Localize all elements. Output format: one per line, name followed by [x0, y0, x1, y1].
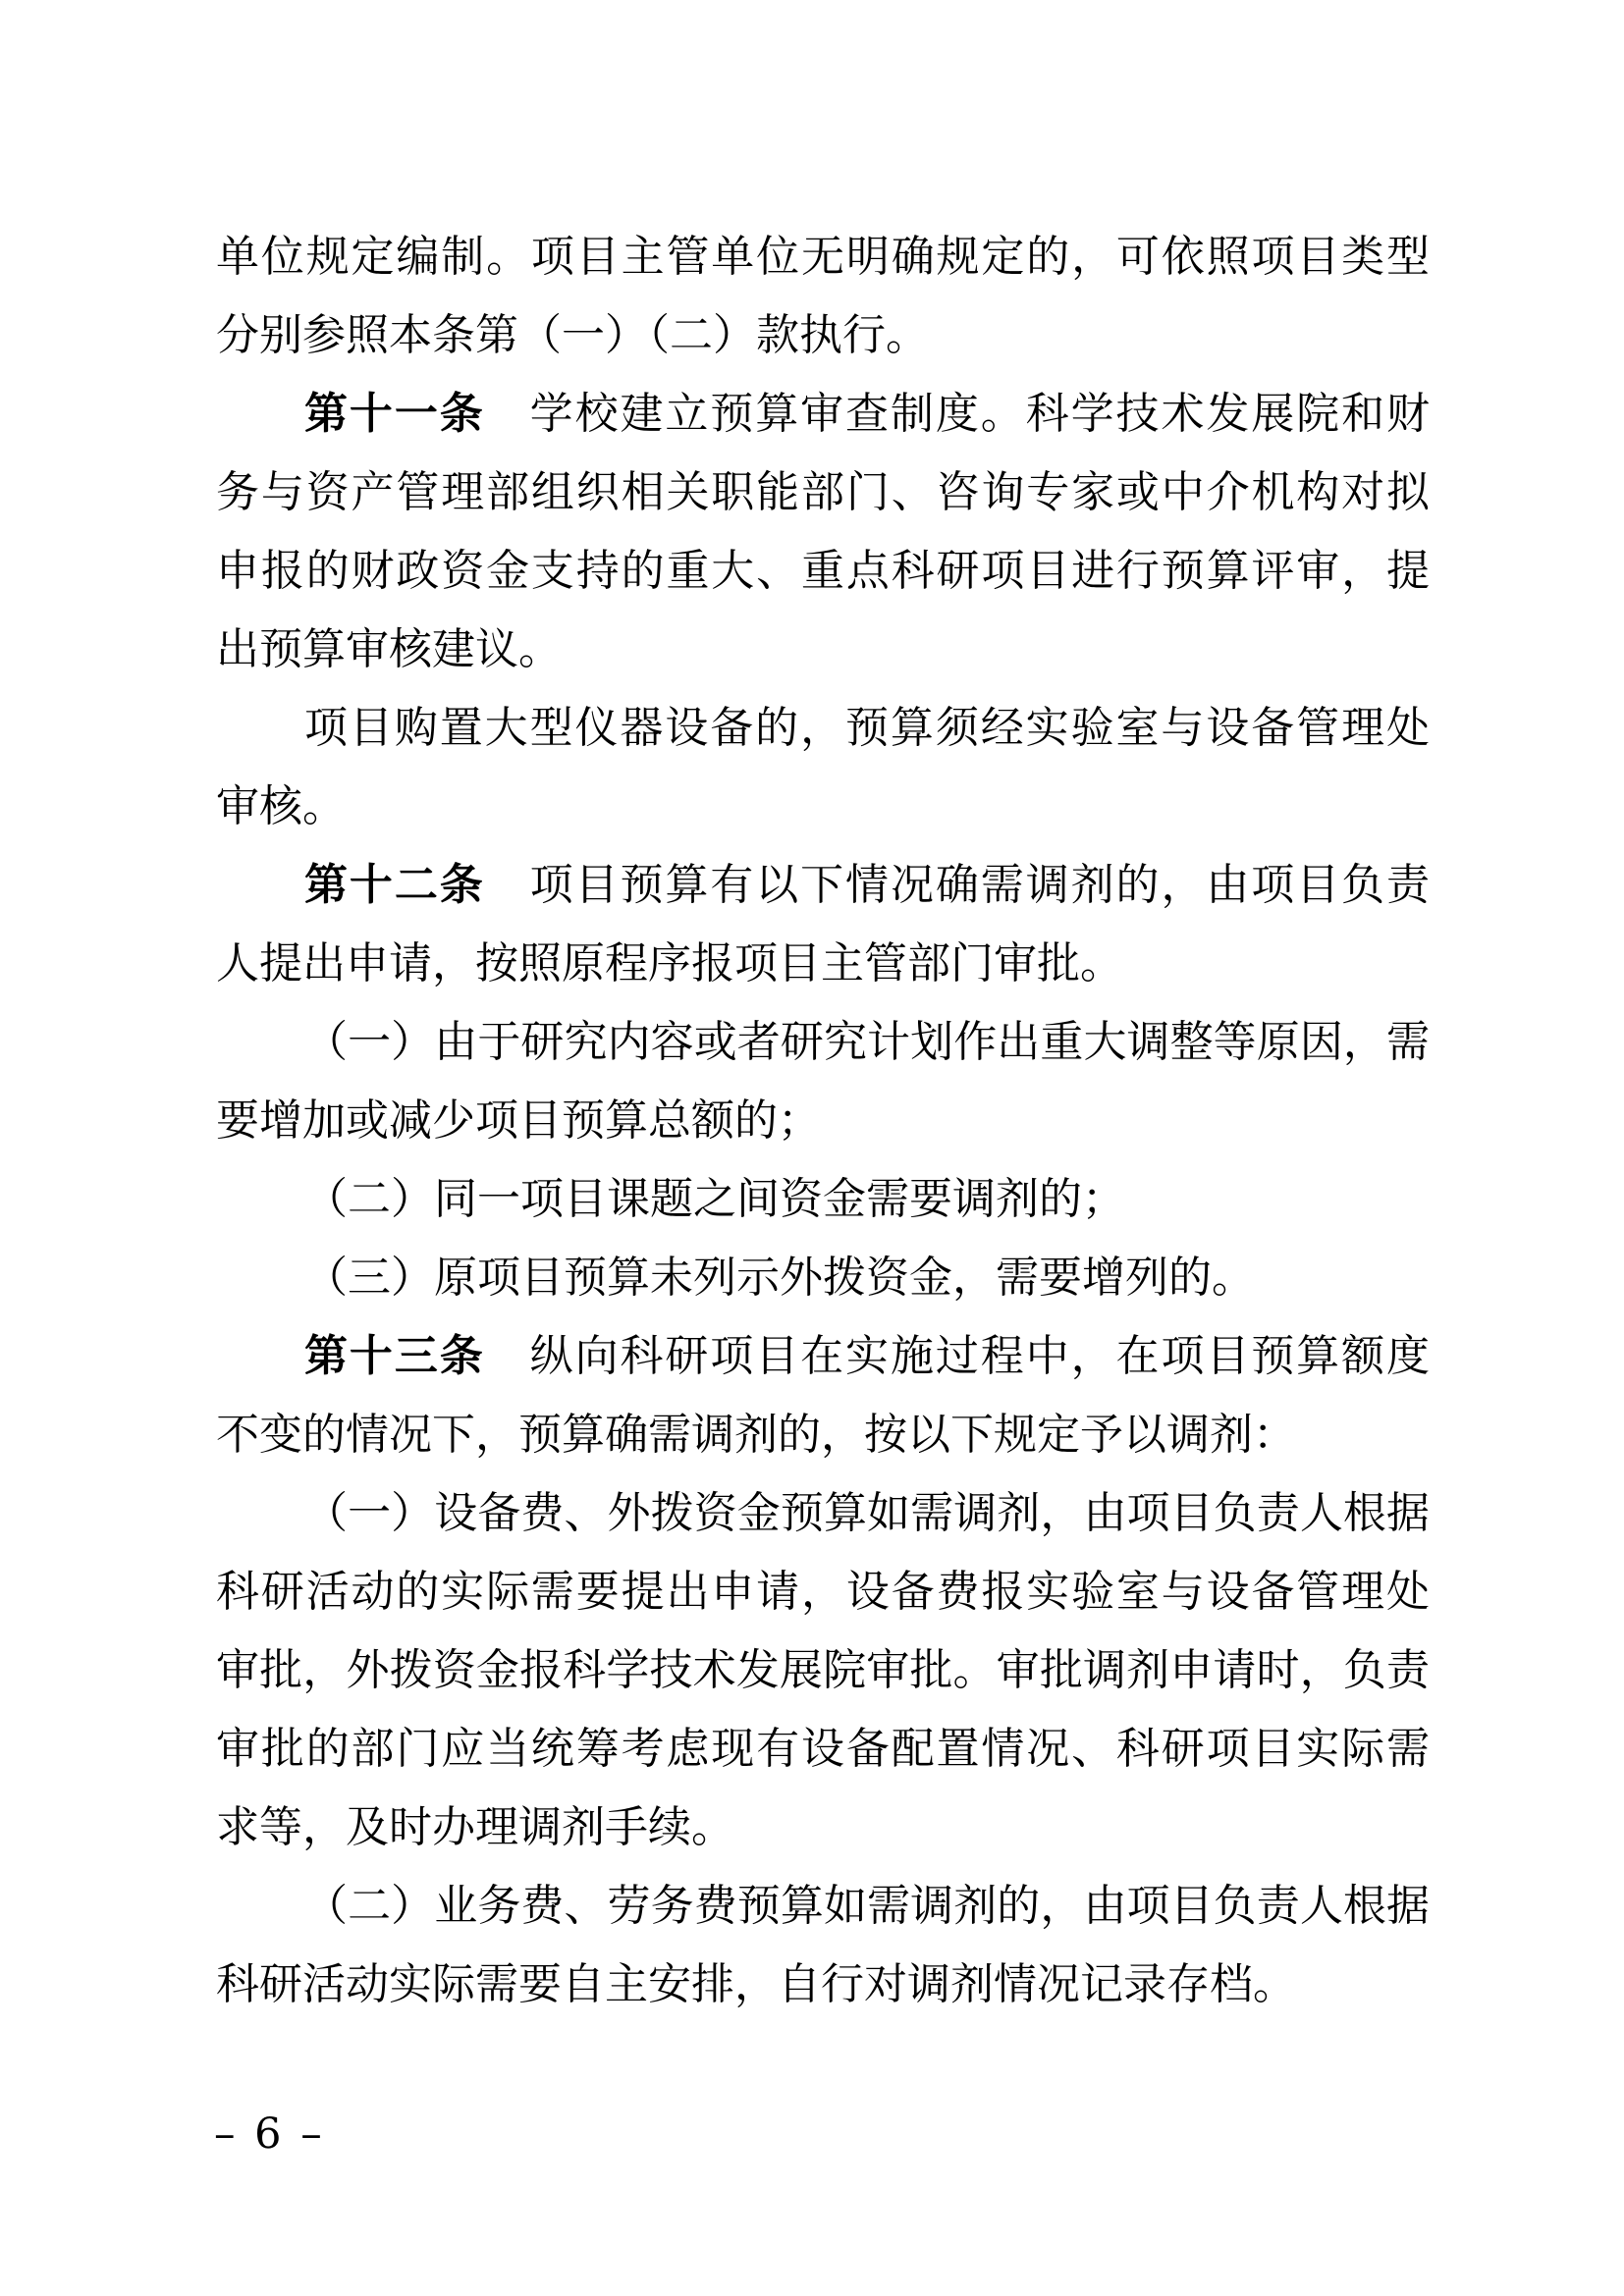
text-line: 审核。: [216, 782, 346, 830]
article-heading: 第十三条: [304, 1332, 485, 1380]
document-body: [216, 218, 1430, 2024]
paragraph: [216, 375, 1430, 689]
text-line: （一）由于研究内容或者研究计划作出重大调整等原因，需: [304, 1018, 1430, 1066]
paragraph: [216, 218, 1430, 375]
text-line: 务与资产管理部组织相关职能部门、咨询专家或中介机构对拟: [216, 468, 1430, 516]
text-line: 第十三条 纵向科研项目在实施过程中，在项目预算额度: [304, 1332, 1431, 1380]
article-heading: 第十二条: [304, 861, 485, 909]
text-line: 第十一条 学校建立预算审查制度。科学技术发展院和财: [304, 390, 1431, 438]
text-line: 第十二条 项目预算有以下情况确需调剂的，由项目负责: [304, 861, 1431, 909]
text-line: 科研活动的实际需要提出申请，设备费报实验室与设备管理处: [216, 1568, 1430, 1616]
text-line: （一）设备费、外拨资金预算如需调剂，由项目负责人根据: [304, 1489, 1430, 1537]
text-line: （二）业务费、劳务费预算如需调剂的，由项目负责人根据: [304, 1882, 1430, 1930]
paragraph: [216, 1474, 1430, 1867]
text-line: （二）同一项目课题之间资金需要调剂的；: [304, 1175, 1125, 1223]
page-number: – 6 –: [214, 2109, 325, 2159]
text-line: （三）原项目预算未列示外拨资金，需要增列的。: [304, 1254, 1255, 1302]
text-line: 出预算审核建议。: [216, 625, 562, 673]
text-line: 分别参照本条第（一）（二）款执行。: [216, 311, 929, 359]
text-line: 要增加或减少项目预算总额的；: [216, 1096, 821, 1145]
paragraph: [216, 846, 1430, 1003]
text-line: 审批的部门应当统筹考虑现有设备配置情况、科研项目实际需: [216, 1725, 1430, 1773]
text-line: 人提出申请，按照原程序报项目主管部门审批。: [216, 939, 1123, 988]
text-line: 单位规定编制。项目主管单位无明确规定的，可依照项目类型: [216, 233, 1430, 281]
paragraph: [216, 1867, 1430, 2024]
paragraph: [216, 1160, 1430, 1239]
text-line: 审批，外拨资金报科学技术发展院审批。审批调剂申请时，负责: [216, 1646, 1430, 1694]
text-line: 科研活动实际需要自主安排，自行对调剂情况记录存档。: [216, 1960, 1296, 2008]
paragraph: [216, 1003, 1430, 1160]
paragraph: [216, 689, 1430, 846]
text-line: 项目购置大型仪器设备的，预算须经实验室与设备管理处: [304, 704, 1430, 752]
paragraph: [216, 1239, 1430, 1317]
paragraph: [216, 1317, 1430, 1474]
text-line: 不变的情况下，预算确需调剂的，按以下规定予以调剂：: [216, 1411, 1296, 1459]
article-heading: 第十一条: [304, 390, 485, 438]
text-line: 申报的财政资金支持的重大、重点科研项目进行预算评审，提: [216, 547, 1430, 595]
text-line: 求等，及时办理调剂手续。: [216, 1803, 734, 1851]
